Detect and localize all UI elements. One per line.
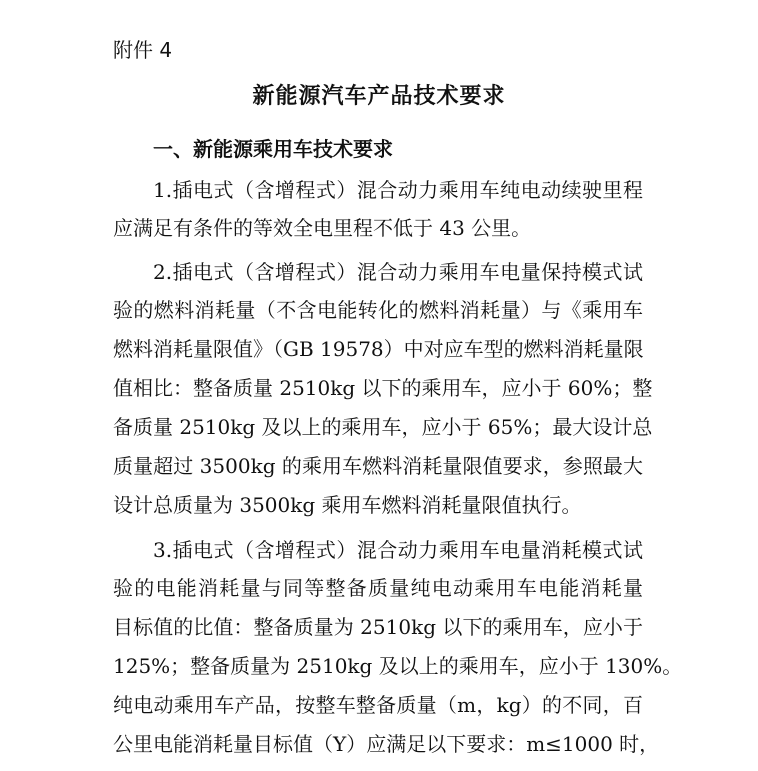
paragraph-line: 1.插电式（含增程式）混合动力乘用车纯电动续驶里程 xyxy=(153,178,643,202)
paragraph-line: 燃料消耗量限值》（GB 19578）中对应车型的燃料消耗量限 xyxy=(113,337,644,361)
paragraph-line: 纯电动乘用车产品，按整车整备质量（m，kg）的不同，百 xyxy=(113,693,643,717)
paragraph-line: 目标值的比值：整备质量为 2510kg 以下的乘用车，应小于 xyxy=(113,615,643,639)
paragraph-line: 值相比：整备质量 2510kg 以下的乘用车，应小于 60%；整 xyxy=(113,376,653,400)
paragraph-line: 验的电能消耗量与同等整备质量纯电动乘用车电能消耗量 xyxy=(113,576,643,600)
paragraph-line: 公里电能消耗量目标值（Y）应满足以下要求：m≤1000 时， xyxy=(113,732,660,756)
paragraph-line: 2.插电式（含增程式）混合动力乘用车电量保持模式试 xyxy=(153,260,643,284)
paragraph-line: 备质量 2510kg 及以上的乘用车，应小于 65%；最大设计总 xyxy=(113,415,653,439)
paragraph-line: 应满足有条件的等效全电里程不低于 43 公里。 xyxy=(113,216,532,240)
attachment-label: 附件 4 xyxy=(113,38,173,62)
paragraph-line: 3.插电式（含增程式）混合动力乘用车电量消耗模式试 xyxy=(153,538,643,562)
paragraph-line: 设计总质量为 3500kg 乘用车燃料消耗量限值执行。 xyxy=(113,493,582,517)
document-title: 新能源汽车产品技术要求 xyxy=(252,84,506,109)
paragraph-line: 质量超过 3500kg 的乘用车燃料消耗量限值要求，参照最大 xyxy=(113,454,643,478)
paragraph-line: 125%；整备质量为 2510kg 及以上的乘用车，应小于 130%。 xyxy=(113,654,683,678)
paragraph-line: 验的燃料消耗量（不含电能转化的燃料消耗量）与《乘用车 xyxy=(113,298,643,322)
section-heading: 一、新能源乘用车技术要求 xyxy=(153,137,393,161)
